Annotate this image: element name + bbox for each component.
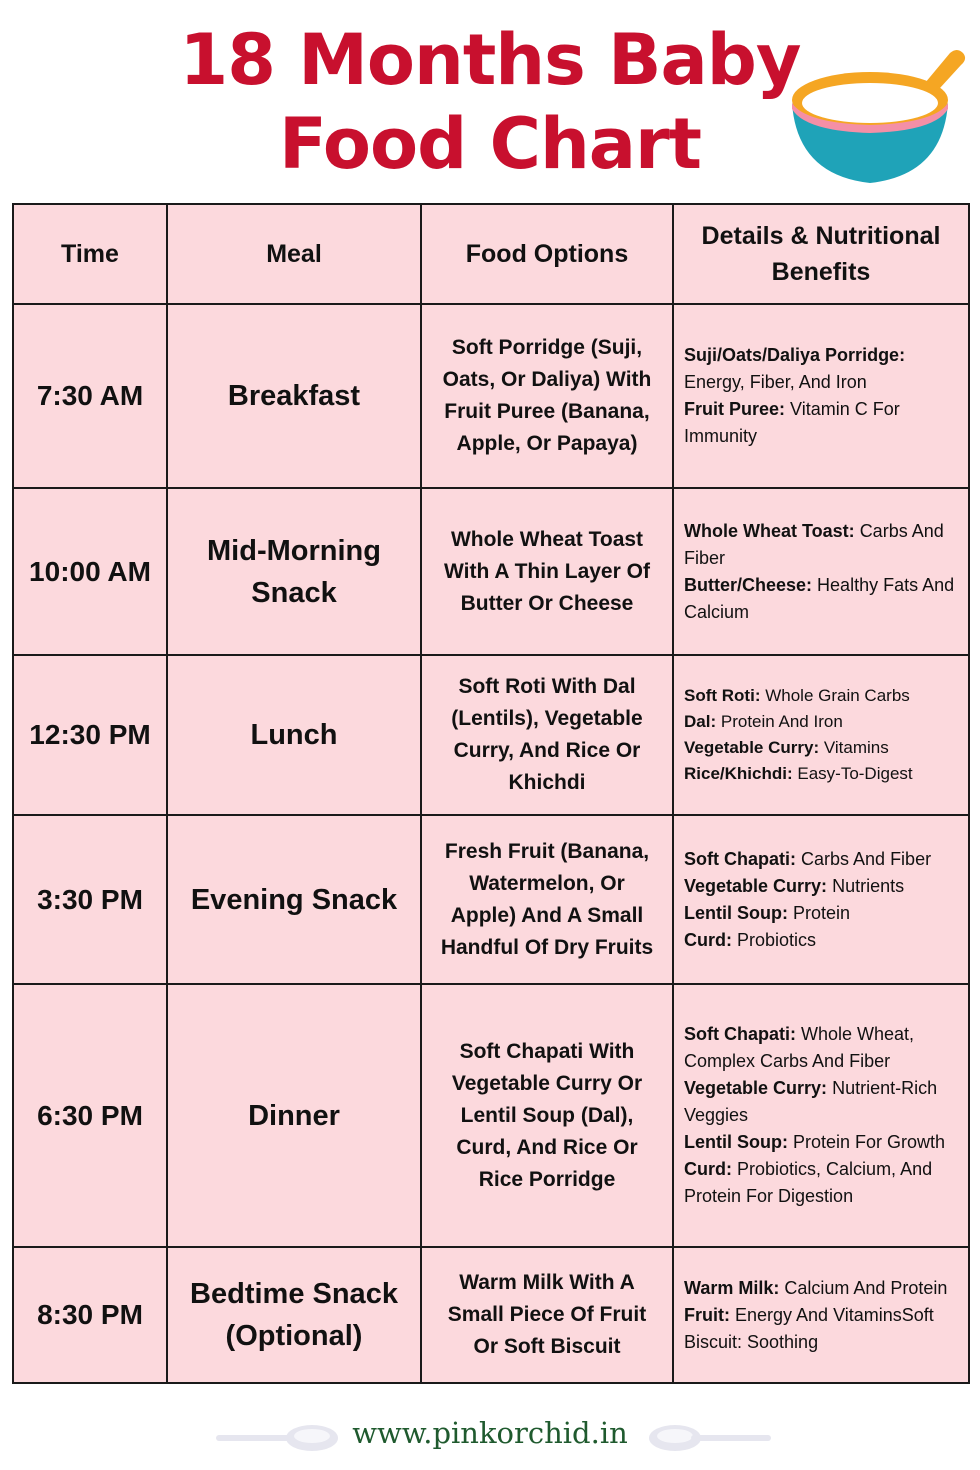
detail-line: Lentil Soup: Protein [684, 902, 851, 923]
row-time: 10:00 AM [13, 488, 167, 655]
table-row [13, 488, 969, 655]
header-details: Details & Nutritional Benefits [673, 204, 969, 304]
spoon-right-icon [645, 1418, 775, 1458]
header-food-options: Food Options [421, 204, 673, 304]
detail-line: Suji/Oats/Daliya Porridge: Energy, Fiber, And Iron [684, 345, 906, 392]
row-details [673, 984, 969, 1247]
detail-line: Curd: Probiotics, Calcium, And Protein For Digestion [684, 1159, 933, 1206]
row-meal: Mid-Morning Snack [167, 488, 421, 655]
detail-line: Lentil Soup: Protein For Growth [684, 1132, 946, 1152]
detail-line: Soft Roti: Whole Grain Carbs [684, 686, 910, 705]
detail-line: Warm Milk: Calcium And Protein [684, 1277, 948, 1298]
title-line-1: 18 Months Baby [179, 19, 801, 101]
footer [0, 1408, 980, 1468]
detail-line: Soft Chapati: Carbs And Fiber [684, 848, 932, 869]
detail-line: Soft Chapati: Whole Wheat, Complex Carbs And Fiber [684, 1024, 915, 1071]
detail-line: Curd: Probiotics [684, 929, 817, 950]
food-chart-table [12, 203, 970, 1384]
detail-line: Whole Wheat Toast: Carbs And Fiber [684, 520, 944, 568]
table-row [13, 655, 969, 815]
page-title [150, 18, 830, 186]
row-details [673, 1247, 969, 1383]
row-details [673, 655, 969, 815]
table-row [13, 1247, 969, 1383]
row-time: 3:30 PM [13, 815, 167, 984]
detail-line: Vegetable Curry: Vitamins [684, 738, 889, 757]
table-row [13, 815, 969, 984]
row-details [673, 488, 969, 655]
row-details [673, 304, 969, 488]
detail-line: Butter/Cheese: Healthy Fats And Calcium [684, 574, 955, 622]
header-time: Time [13, 204, 167, 304]
row-time: 8:30 PM [13, 1247, 167, 1383]
detail-line: Dal: Protein And Iron [684, 712, 843, 731]
row-meal: Dinner [167, 984, 421, 1247]
row-meal: Breakfast [167, 304, 421, 488]
row-food-options: Fresh Fruit (Banana, Watermelon, Or Apple) And A Small Handful Of Dry Fruits [421, 815, 673, 984]
row-meal: Bedtime Snack (Optional) [167, 1247, 421, 1383]
row-food-options: Soft Chapati With Vegetable Curry Or Lentil Soup (Dal), Curd, And Rice Or Rice Porridge [421, 984, 673, 1247]
table-row [13, 984, 969, 1247]
bowl-icon [785, 45, 975, 195]
detail-line: Fruit Puree: Vitamin C For Immunity [684, 399, 900, 446]
row-meal: Lunch [167, 655, 421, 815]
detail-line: Vegetable Curry: Nutrient-Rich Veggies [684, 1078, 938, 1125]
table-row [13, 304, 969, 488]
header-row [13, 204, 969, 304]
row-details [673, 815, 969, 984]
row-food-options: Warm Milk With A Small Piece Of Fruit Or Soft Biscuit [421, 1247, 673, 1383]
detail-line: Fruit: Energy And VitaminsSoft Biscuit: Soothing [684, 1304, 934, 1352]
spoon-left-icon [212, 1418, 342, 1458]
header-meal: Meal [167, 204, 421, 304]
title-line-2: Food Chart [278, 103, 702, 185]
row-time: 6:30 PM [13, 984, 167, 1247]
row-time: 7:30 AM [13, 304, 167, 488]
row-time: 12:30 PM [13, 655, 167, 815]
row-food-options: Soft Porridge (Suji, Oats, Or Daliya) With Fruit Puree (Banana, Apple, Or Papaya) [421, 304, 673, 488]
row-food-options: Soft Roti With Dal (Lentils), Vegetable Curry, And Rice Or Khichdi [421, 655, 673, 815]
row-meal: Evening Snack [167, 815, 421, 984]
detail-line: Vegetable Curry: Nutrients [684, 875, 905, 896]
detail-line: Rice/Khichdi: Easy-To-Digest [684, 764, 913, 783]
website-link[interactable]: www.pinkorchid.in [352, 1416, 628, 1450]
row-food-options: Whole Wheat Toast With A Thin Layer Of Butter Or Cheese [421, 488, 673, 655]
